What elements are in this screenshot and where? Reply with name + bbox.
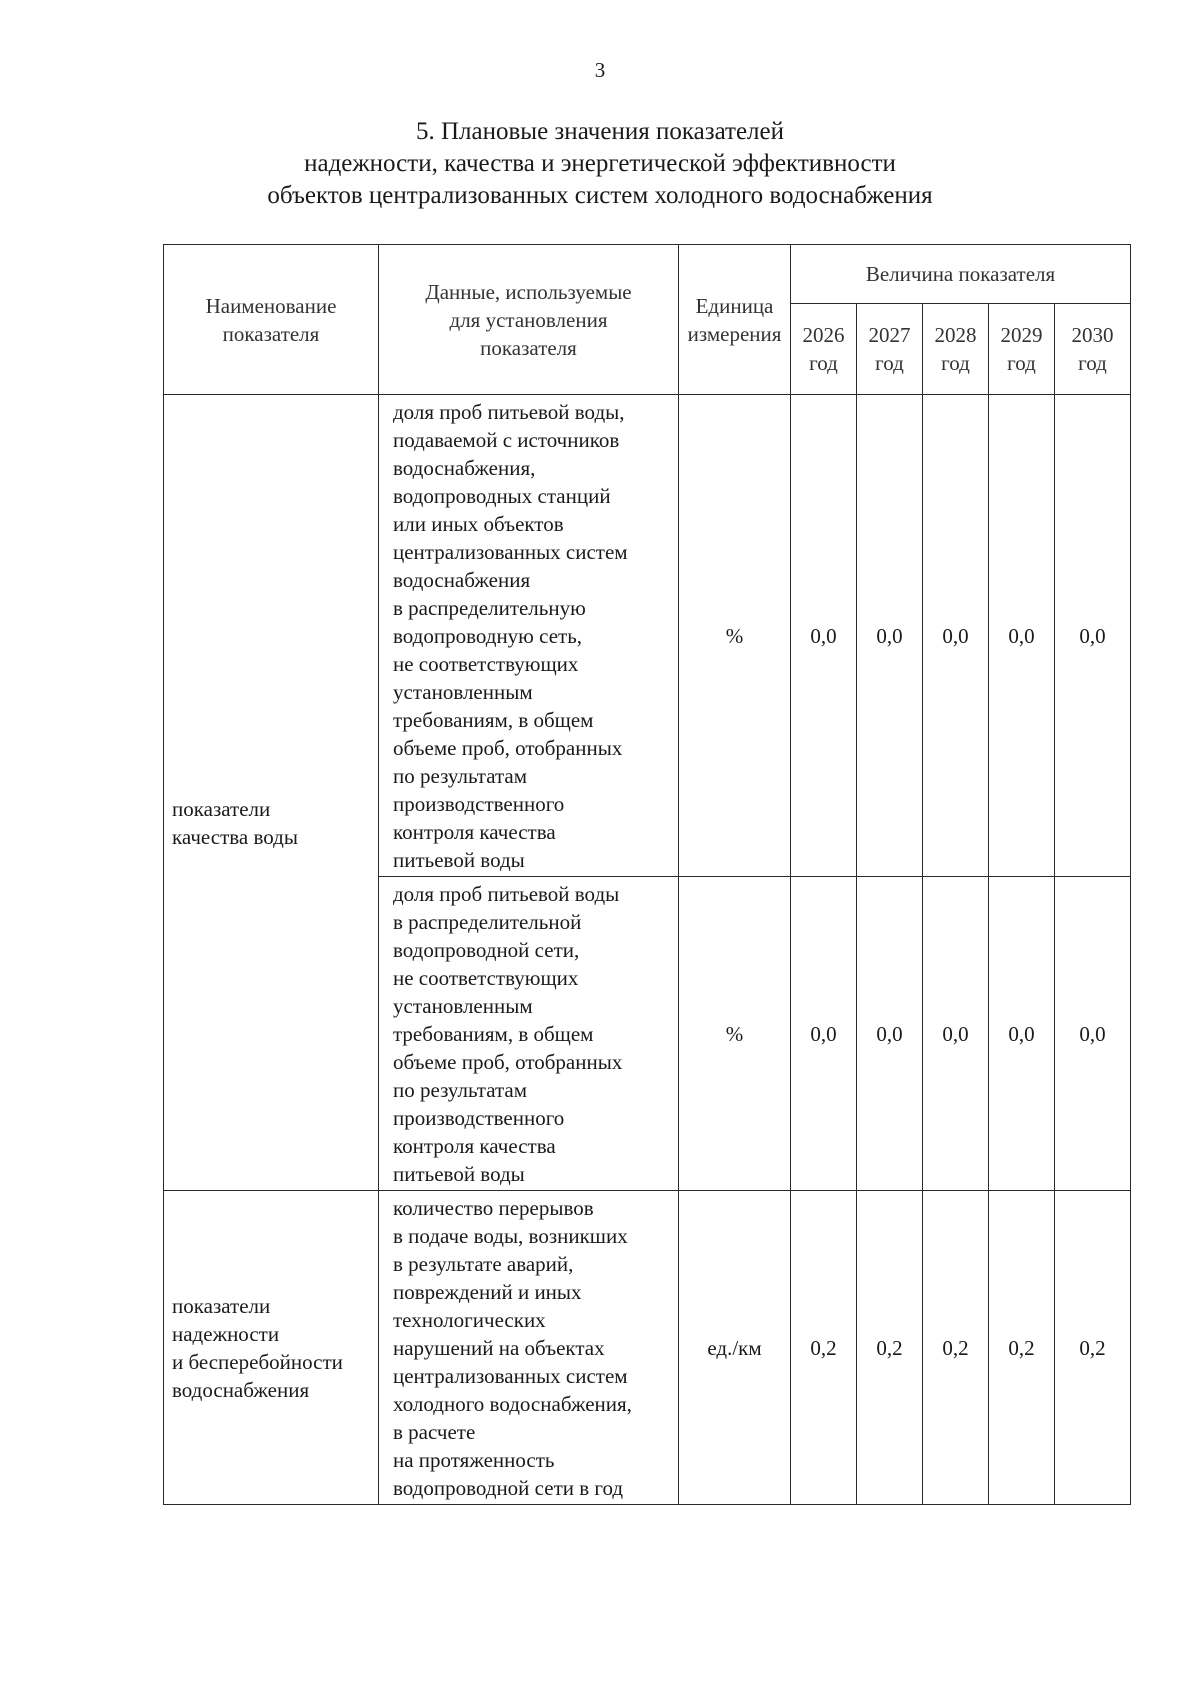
title-line: надежности, качества и энергетической эффективности (304, 150, 896, 177)
title-line: объектов централизованных систем холодного водоснабжения (267, 182, 933, 209)
value-cell-2027: 0,0 (857, 877, 923, 1191)
indicators-table (163, 244, 1131, 1505)
unit-cell: ед./км (679, 1191, 791, 1505)
value-cell-2028: 0,2 (923, 1191, 989, 1505)
header-indicator-name: Наименование показателя (164, 245, 379, 395)
value-cell-2030: 0,0 (1055, 877, 1131, 1191)
title-line: 5. Плановые значения показателей (415, 118, 785, 145)
source-data-cell: доля проб питьевой воды, подаваемой с источников водоснабжения, водопроводных станций или иных объектов централизованных систем водоснабжения в распределительную водопроводную сеть, не соответствующих установленным требованиям, в общем объеме проб, отобранных по результатам производственного контроля качества питьевой воды (379, 395, 679, 877)
unit-cell: % (679, 395, 791, 877)
indicator-name-water-quality: показатели качества воды (164, 395, 379, 1191)
source-data-cell: доля проб питьевой воды в распределительной водопроводной сети, не соответствующих установленным требованиям, в общем объеме проб, отобранных по результатам производственного контроля качества питьевой воды (379, 877, 679, 1191)
source-data-cell: количество перерывов в подаче воды, возникших в результате аварий, повреждений и иных технологических нарушений на объектах централизованных систем холодного водоснабжения, в расчете на протяженность водопроводной сети в год (379, 1191, 679, 1505)
value-cell-2027: 0,0 (857, 395, 923, 877)
value-cell-2028: 0,0 (923, 877, 989, 1191)
document-title (100, 116, 1100, 212)
header-year-2029: 2029 год (989, 304, 1055, 395)
value-cell-2026: 0,0 (791, 877, 857, 1191)
table-row (164, 1191, 1131, 1505)
page-number: 3 (594, 58, 606, 82)
header-year-2027: 2027 год (857, 304, 923, 395)
value-cell-2030: 0,2 (1055, 1191, 1131, 1505)
header-year-2026: 2026 год (791, 304, 857, 395)
table-row (164, 395, 1131, 877)
value-cell-2029: 0,0 (989, 877, 1055, 1191)
value-cell-2026: 0,0 (791, 395, 857, 877)
indicator-name-reliability: показатели надежности и бесперебойности водоснабжения (164, 1191, 379, 1505)
unit-cell: % (679, 877, 791, 1191)
value-cell-2029: 0,0 (989, 395, 1055, 877)
value-cell-2028: 0,0 (923, 395, 989, 877)
value-cell-2029: 0,2 (989, 1191, 1055, 1505)
value-cell-2030: 0,0 (1055, 395, 1131, 877)
header-year-2028: 2028 год (923, 304, 989, 395)
header-source-data: Данные, используемые для установления показателя (379, 245, 679, 395)
value-cell-2027: 0,2 (857, 1191, 923, 1505)
header-year-2030: 2030 год (1055, 304, 1131, 395)
header-value-group: Величина показателя (791, 245, 1131, 304)
value-cell-2026: 0,2 (791, 1191, 857, 1505)
header-unit: Единица измерения (679, 245, 791, 395)
